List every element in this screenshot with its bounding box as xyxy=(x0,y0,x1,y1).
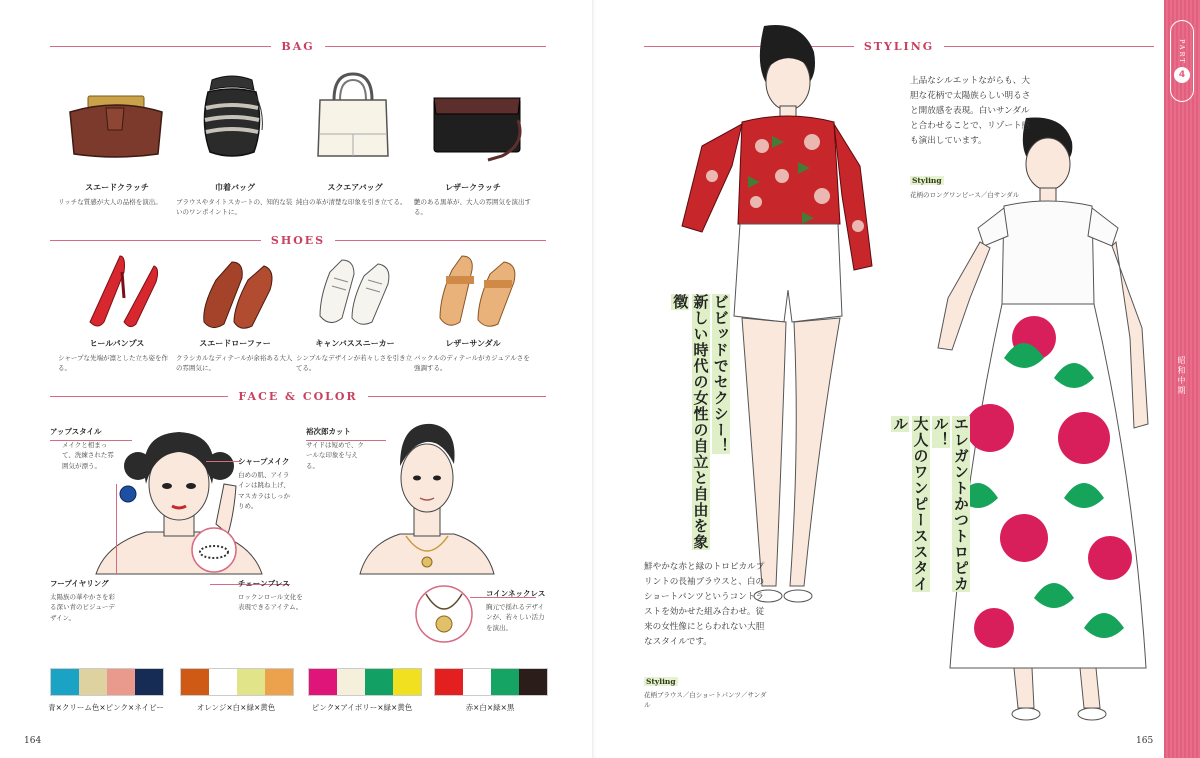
shoes-section-header xyxy=(50,234,546,247)
item-name: スエードローファー xyxy=(199,339,271,348)
shoes-item-sandal xyxy=(414,334,532,373)
leader-line xyxy=(116,484,117,574)
item-name: スエードクラッチ xyxy=(85,183,149,192)
palette-4 xyxy=(434,668,548,696)
drawstring-bag-illustration xyxy=(198,72,266,162)
woman2-styling-label: Styling xyxy=(912,176,942,185)
palette-1 xyxy=(50,668,164,696)
swatch xyxy=(209,669,237,695)
item-desc: クラシカルなディテールが余裕ある大人の雰囲気に。 xyxy=(176,354,293,373)
styling-title: STYLING xyxy=(863,40,935,53)
part-label: PART xyxy=(1178,38,1186,65)
leather-clutch-illustration xyxy=(430,94,526,164)
swatch xyxy=(51,669,79,695)
swatch xyxy=(79,669,107,695)
annotation-hoop-note: 太陽族の華やかさを彩る深い青のビジューデザイン。 xyxy=(50,593,115,622)
canvas-sneaker-illustration xyxy=(314,256,394,332)
bag-item-square xyxy=(296,178,414,207)
item-desc: バックルのディテールがカジュアルさを強調する。 xyxy=(414,354,530,373)
swatch xyxy=(519,669,547,695)
item-desc: シンプルなデザインが若々しさを引き立てる。 xyxy=(296,354,413,373)
annotation-updo-note: メイクと相まって、洗練された雰囲気が漂う。 xyxy=(62,441,114,470)
annotation-bracelet-label: チェーンブレス xyxy=(238,579,290,588)
item-desc: 艶のある黒革が、大人の雰囲気を演出する。 xyxy=(414,198,531,217)
right-page xyxy=(596,0,1200,758)
page-number-left: 164 xyxy=(24,736,42,746)
swatch xyxy=(393,669,421,695)
shoes-item-heel-pumps xyxy=(58,334,176,373)
bag-item-drawstring xyxy=(176,178,294,217)
palette-3 xyxy=(308,668,422,696)
left-page xyxy=(0,0,594,758)
annotation-hoop-label: フープイヤリング xyxy=(50,579,109,588)
item-desc: リッチな質感が大人の品格を演出。 xyxy=(58,198,162,206)
item-name: レザークラッチ xyxy=(445,183,501,192)
woman1-headline-line2: 新しい時代の女性の自立と自由を象徴 xyxy=(671,294,710,550)
item-name: キャンバススニーカー xyxy=(315,339,395,348)
part-number: 4 xyxy=(1174,67,1190,83)
shoes-item-sneaker xyxy=(296,334,414,373)
woman1-styling-items: 花柄ブラウス／白ショートパンツ／サンダル xyxy=(644,691,767,710)
swatch xyxy=(181,669,209,695)
item-desc: シャープな先端が凛とした立ち姿を作る。 xyxy=(58,354,169,373)
suede-loafer-illustration xyxy=(198,256,276,332)
palette-4-label: 赤×白×緑×黒 xyxy=(465,703,515,712)
annotation-bracelet-note: ロックンロール文化を表現できるアイテム。 xyxy=(238,593,303,612)
leather-sandal-illustration xyxy=(432,252,524,332)
bag-item-leather-clutch xyxy=(414,178,532,217)
face-color-section-header xyxy=(50,390,546,403)
palette-2-label: オレンジ×白×緑×黄色 xyxy=(196,703,276,712)
item-name: 巾着バッグ xyxy=(215,183,255,192)
woman2-headline-line1: エレガントかつトロピカル！ xyxy=(931,416,970,592)
annotation-necklace-note: 胸元で揺れるデザインが、若々しい活力を演出。 xyxy=(486,603,545,632)
shoes-item-loafer xyxy=(176,334,294,373)
bag-title: BAG xyxy=(281,40,315,53)
swatch xyxy=(309,669,337,695)
bag-section-header xyxy=(50,40,546,53)
annotation-updo-label: アップスタイル xyxy=(50,427,102,436)
woman2-styling-items: 花柄のロングワンピース／白サンダル xyxy=(910,191,1020,199)
bag-item-suede-clutch xyxy=(58,178,176,207)
annotation-makeup-label: シャープメイク xyxy=(238,457,290,466)
swatch xyxy=(365,669,393,695)
annotation-haircut-note: サイドは短めで、クールな印象を与える。 xyxy=(306,441,364,470)
woman1-headline-line1: ビビッドでセクシー！ xyxy=(711,294,730,454)
bracelet-zoom-circle xyxy=(190,526,238,574)
swatch xyxy=(463,669,491,695)
item-desc: 純白の革が清楚な印象を引き立てる。 xyxy=(296,198,407,206)
annotation-haircut-label: 裕次郎カット xyxy=(306,427,351,436)
annotation-necklace-label: コインネックレス xyxy=(486,589,546,598)
woman1-styling-label: Styling xyxy=(646,677,676,686)
shoes-title: SHOES xyxy=(270,234,326,247)
woman2-body: 上品なシルエットながらも、大胆な花柄で太陽族らしい明るさと開放感を表現。白いサンダルと合わせることで、リゾート感も演出しています。 xyxy=(910,76,1031,147)
woman1-headline xyxy=(670,294,731,554)
woman2-headline-line2: 大人のワンピーススタイル xyxy=(891,416,930,592)
page-number-right: 165 xyxy=(1136,736,1154,746)
item-name: レザーサンダル xyxy=(445,339,501,348)
era-label: 昭和中期 xyxy=(1177,356,1186,396)
coin-necklace-zoom-circle xyxy=(414,584,474,644)
swatch xyxy=(237,669,265,695)
item-name: ヒールパンプス xyxy=(89,339,145,348)
annotation-makeup-note: 白めの肌、アイラインは跳ね上げ、マスカラはしっかりめ。 xyxy=(238,471,290,511)
swatch xyxy=(435,669,463,695)
part-badge xyxy=(1170,20,1194,102)
swatch xyxy=(491,669,519,695)
chapter-tab xyxy=(1164,0,1200,758)
square-bag-illustration xyxy=(314,70,392,162)
palette-1-label: 青×クリーム色×ピンク×ネイビー xyxy=(48,703,164,712)
heel-pumps-illustration xyxy=(80,252,160,332)
suede-clutch-illustration xyxy=(66,94,166,160)
palette-2 xyxy=(180,668,294,696)
item-name: スクエアバッグ xyxy=(327,183,383,192)
swatch xyxy=(265,669,293,695)
swatch xyxy=(337,669,365,695)
item-desc: ブラウスやタイトスカートの、知的な装いのワンポイントに。 xyxy=(176,198,293,217)
face-color-title: FACE & COLOR xyxy=(238,390,358,403)
woman2-headline xyxy=(890,416,971,606)
woman1-body: 鮮やかな赤と緑のトロピカルプリントの長袖ブラウスと、白のショートパンツというコントラストを効かせた組み合わせ。従来の女性像にとらわれない大胆なスタイルです。 xyxy=(644,562,765,648)
palette-3-label: ピンク×アイボリー×緑×黄色 xyxy=(311,703,413,712)
swatch xyxy=(135,669,163,695)
swatch xyxy=(107,669,135,695)
leader-line xyxy=(206,461,240,462)
